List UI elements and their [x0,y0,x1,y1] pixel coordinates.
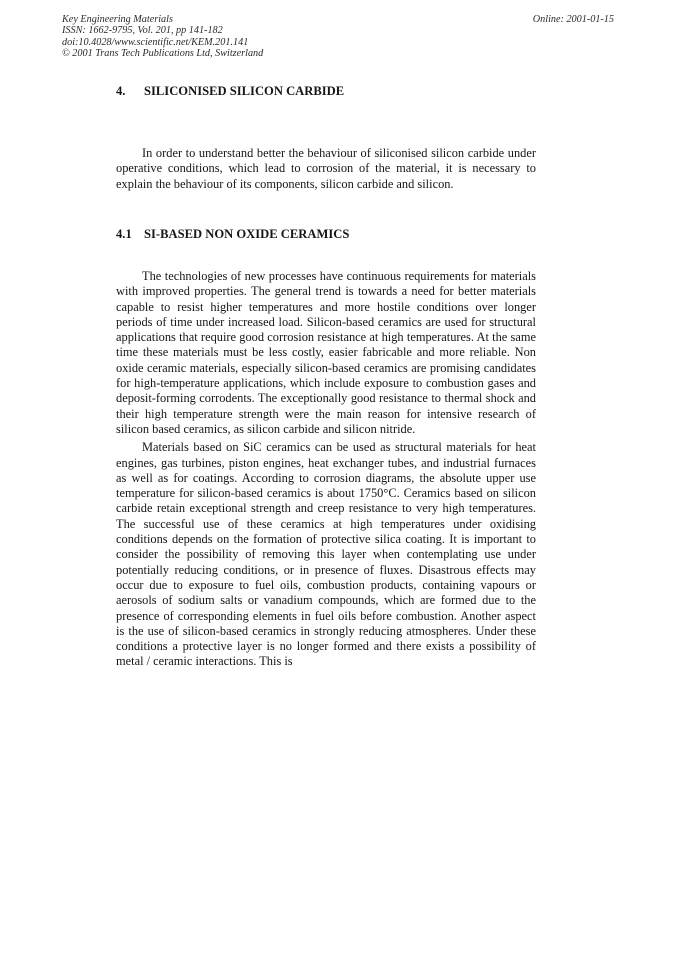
section-41-paragraph-2: Materials based on SiC ceramics can be used as structural materials for heat engines, gas turbines, piston engines, heat exchanger tubes, and industrial furnaces as well as for coatings. According to corrosion diagrams, the absolute upper use temperature for silicon-based ceramics is about 1750°C. Ceramics based on silicon carbide retain exceptional strength and creep resistance to very high temperatures. The successful use of these ceramics at high temperatures under oxidising conditions depends on the formation of protective silica coating. It is important to consider the possibility of removing this layer when contemplating use under potentially reducing conditions, or in presence of fluxes. Disastrous effects may occur due to exposure to fuel oils, combustion products, containing vapours or aerosols of sodium salts or vanadium compounds, which are formed due to the presence of corresponding elements in fuel oils before combustion. Another aspect is the use of silicon-based ceramics in strongly reducing atmospheres. Under these conditions a protective layer is no longer formed and there exists a possibility of metal / ceramic interactions. This is [116,440,536,669]
issn-line: ISSN: 1662-9795, Vol. 201, pp 141-182 [62,25,223,37]
section-41-body [116,269,536,670]
copyright-line: © 2001 Trans Tech Publications Ltd, Switzerland [62,48,264,60]
online-date: Online: 2001-01-15 [532,14,614,25]
section-41-heading [116,227,349,242]
section-4-paragraph: In order to understand better the behaviour of siliconised silicon carbide under operative conditions, which lead to corrosion of the material, it is necessary to explain the behaviour of its components, silicon carbide and silicon. [116,146,536,191]
section-4-body [116,146,536,192]
journal-name: Key Engineering Materials [62,14,173,25]
section-41-paragraph-1: The technologies of new processes have continuous requirements for materials with improved properties. The general trend is towards a need for better materials capable to resist higher temperatures and more hostile conditions over longer periods of time under increased load. Silicon-based ceramics are used for structural applications that require good corrosion resistance at high temperatures. At the same time these materials must be less costly, easier fabricable and more reliable. Non oxide ceramic materials, especially silicon-based ceramics are promising candidates for high-temperature applications, which include exposure to combustion gases and deposit-forming corrodents. The exceptionally good resistance to thermal shock and their high temperature strength were the main reason for intensive research of silicon based ceramics, as silicon carbide and silicon nitride. [116,269,536,436]
section-41-number: 4.1 [116,227,132,241]
section-4-number: 4. [116,84,126,98]
section-4-title: SILICONISED SILICON CARBIDE [144,84,345,98]
section-4-heading [116,84,344,99]
journal-header [62,14,263,60]
section-41-title: SI-BASED NON OXIDE CERAMICS [144,227,350,241]
doi-line: doi:10.4028/www.scientific.net/KEM.201.141 [62,36,249,48]
